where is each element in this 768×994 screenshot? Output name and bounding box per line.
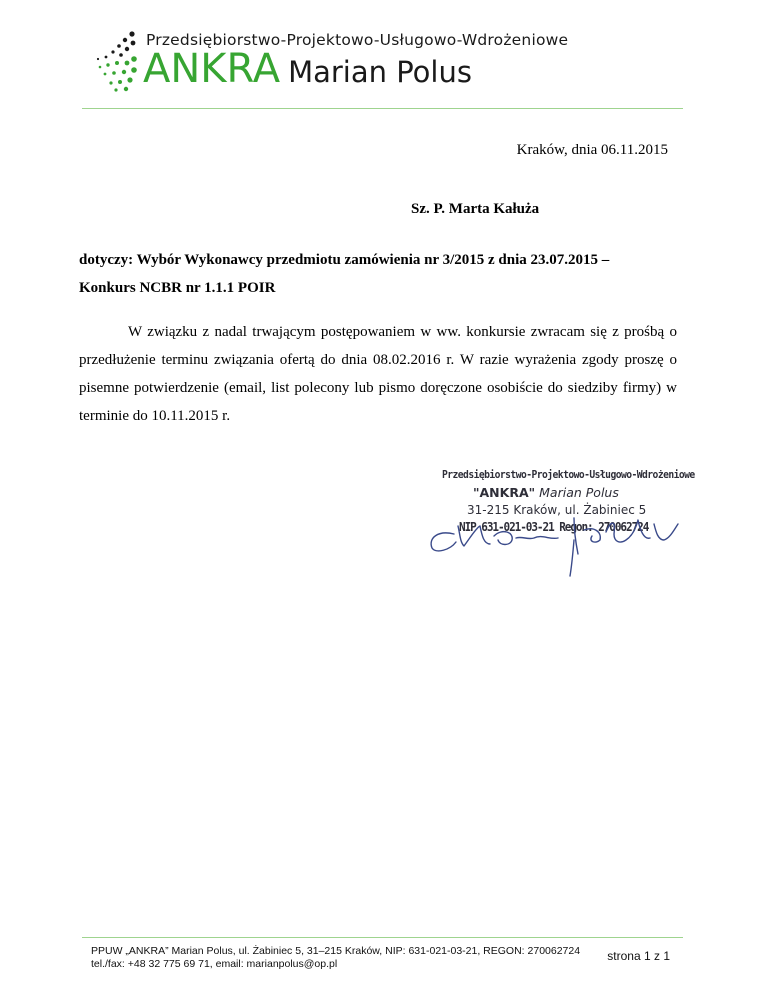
company-type: Przedsiębiorstwo-Projektowo-Usługowo-Wdrożeniowe bbox=[146, 31, 569, 49]
footer-line-2: tel./fax: +48 32 775 69 71, email: marianpolus@op.pl bbox=[91, 958, 338, 970]
footer-line-1: PPUW „ANKRA” Marian Polus, ul. Żabiniec 5, 31–215 Kraków, NIP: 631-021-03-21, REGON: 270062724 bbox=[91, 945, 581, 957]
footer-divider bbox=[82, 937, 683, 938]
stamp-brand: "ANKRA" bbox=[473, 485, 536, 500]
subject-line-1: dotyczy: Wybór Wykonawcy przedmiotu zamówienia nr 3/2015 z dnia 23.07.2015 – bbox=[79, 252, 610, 268]
brand-owner: Marian Polus bbox=[288, 55, 472, 89]
subject-line-2: Konkurs NCBR nr 1.1.1 POIR bbox=[79, 280, 276, 296]
subject bbox=[79, 246, 679, 302]
place-date: Kraków, dnia 06.11.2015 bbox=[516, 142, 668, 158]
stamp-brand-line bbox=[473, 485, 619, 500]
page-number: strona 1 z 1 bbox=[607, 949, 670, 963]
stamp-ids: NIP 631-021-03-21 Regon: 270062724 bbox=[459, 519, 649, 534]
dotted-swirl-logo-icon bbox=[92, 30, 142, 92]
footer-contact bbox=[91, 945, 580, 971]
recipient: Sz. P. Marta Kałuża bbox=[411, 201, 540, 217]
stamp-address: 31-215 Kraków, ul. Żabiniec 5 bbox=[467, 503, 647, 517]
body-paragraph: W związku z nadal trwającym postępowaniem w ww. konkursie zwracam się z prośbą o przedłużenie terminu związania ofertą do dnia 08.02.2016 r. W razie wyrażenia zgody proszę o pisemne potwierdzenie (email, list polecony lub pismo doręczone osobiście do siedziby firmy) w terminie do 10.11.2015 r. bbox=[79, 324, 677, 424]
handwritten-signature bbox=[424, 510, 686, 580]
header-divider bbox=[82, 108, 683, 109]
brand-line bbox=[143, 46, 472, 92]
stamp-company-type: Przedsiębiorstwo-Projektowo-Usługowo-Wdrożeniowe bbox=[442, 469, 695, 481]
stamp-owner: Marian Polus bbox=[539, 485, 619, 500]
brand-name: ANKRA bbox=[143, 46, 281, 92]
